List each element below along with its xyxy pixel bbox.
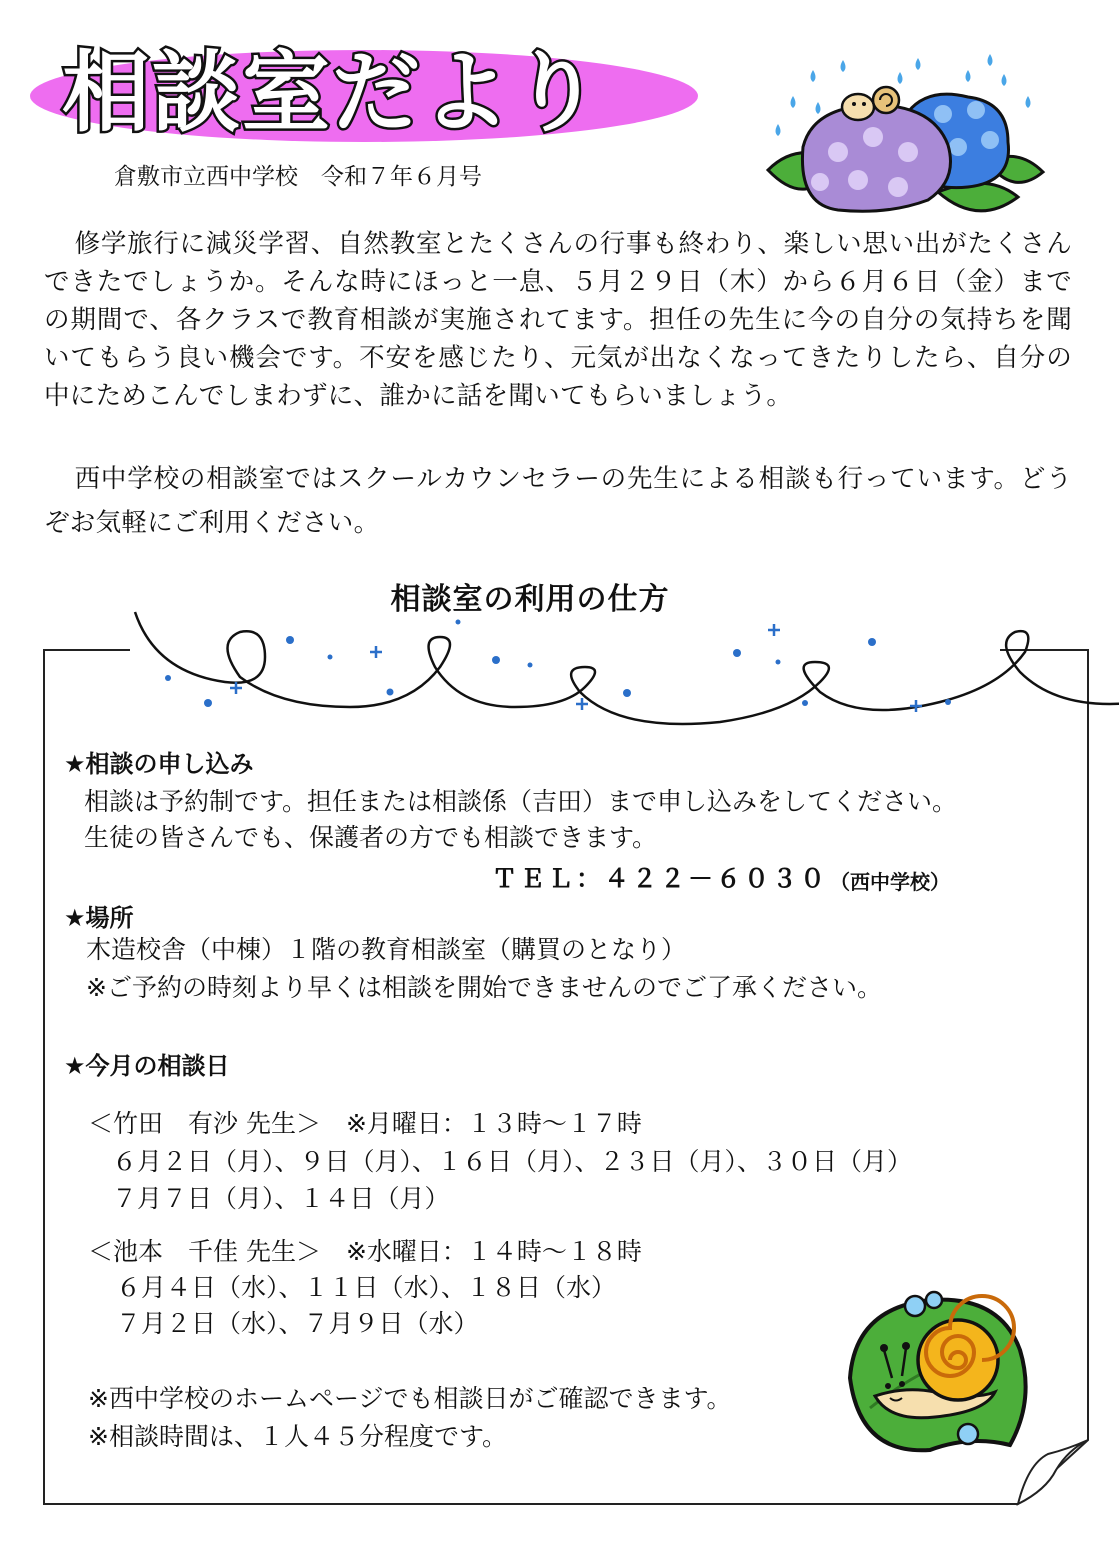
counselor-2-dates-1: ６月４日（水）、１１日（水）、１８日（水）: [116, 1273, 617, 1302]
counselor-2-dates-2: ７月２日（水）、７月９日（水）: [116, 1309, 479, 1338]
phone-note: （西中学校）: [830, 870, 950, 894]
counselor-1-dates-2: ７月７日（月）、１４日（月）: [112, 1184, 450, 1213]
place-line-1: 木造校舎（中棟）１階の教育相談室（購買のとなり）: [86, 935, 687, 964]
issue-line: 倉敷市立西中学校 令和７年６月号: [114, 164, 482, 190]
place-line-2: ※ご予約の時刻より早くは相談を開始できませんのでご了承ください。: [86, 973, 882, 1002]
apply-heading: ★相談の申し込み: [64, 750, 254, 778]
phone-number: ＴＥＬ：４２２－６０３０: [492, 864, 829, 893]
apply-line-1: 相談は予約制です。担任または相談係（吉田）まで申し込みをしてください。: [84, 787, 958, 816]
snail-leaf-illustration: [830, 1288, 1030, 1466]
days-heading: ★今月の相談日: [64, 1052, 230, 1080]
apply-line-2: 生徒の皆さんでも、保護者の方でも相談できます。: [84, 823, 658, 852]
intro-paragraph-1: 修学旅行に減災学習、自然教室とたくさんの行事も終わり、楽しい思い出がたくさんできたでしょうか。そんな時にほっと一息、５月２９日（木）から６月６日（金）までの期間で、各クラスで教育相談が実施されてます。担任の先生に今の自分の気持ちを聞いてもらう良い機会です。不安を感じたり、元気が出なくなってきたりしたら、自分の中にためこんでしまわずに、誰かに話を聞いてもらいましょう。: [44, 229, 1072, 411]
counselor-2-header: ＜池本 千佳 先生＞ ※水曜日：１４時～１８時: [88, 1237, 642, 1266]
intro-paragraph-2: 西中学校の相談室ではスクールカウンセラーの先生による相談も行っています。どうぞお気軽にご利用ください。: [44, 464, 1072, 538]
section-title: 相談室の利用の仕方: [390, 582, 670, 617]
page-title: 相談室だより: [62, 41, 603, 144]
note-1: ※西中学校のホームページでも相談日がご確認できます。: [88, 1384, 732, 1413]
counselor-1-dates-1: ６月２日（月）、９日（月）、１６日（月）、２３日（月）、３０日（月）: [112, 1147, 913, 1176]
place-heading: ★場所: [64, 904, 134, 932]
counselor-1-header: ＜竹田 有沙 先生＞ ※月曜日：１３時～１７時: [88, 1109, 642, 1138]
hydrangea-snail-illustration: [758, 52, 1058, 222]
note-2: ※相談時間は、１人４５分程度です。: [88, 1422, 507, 1451]
